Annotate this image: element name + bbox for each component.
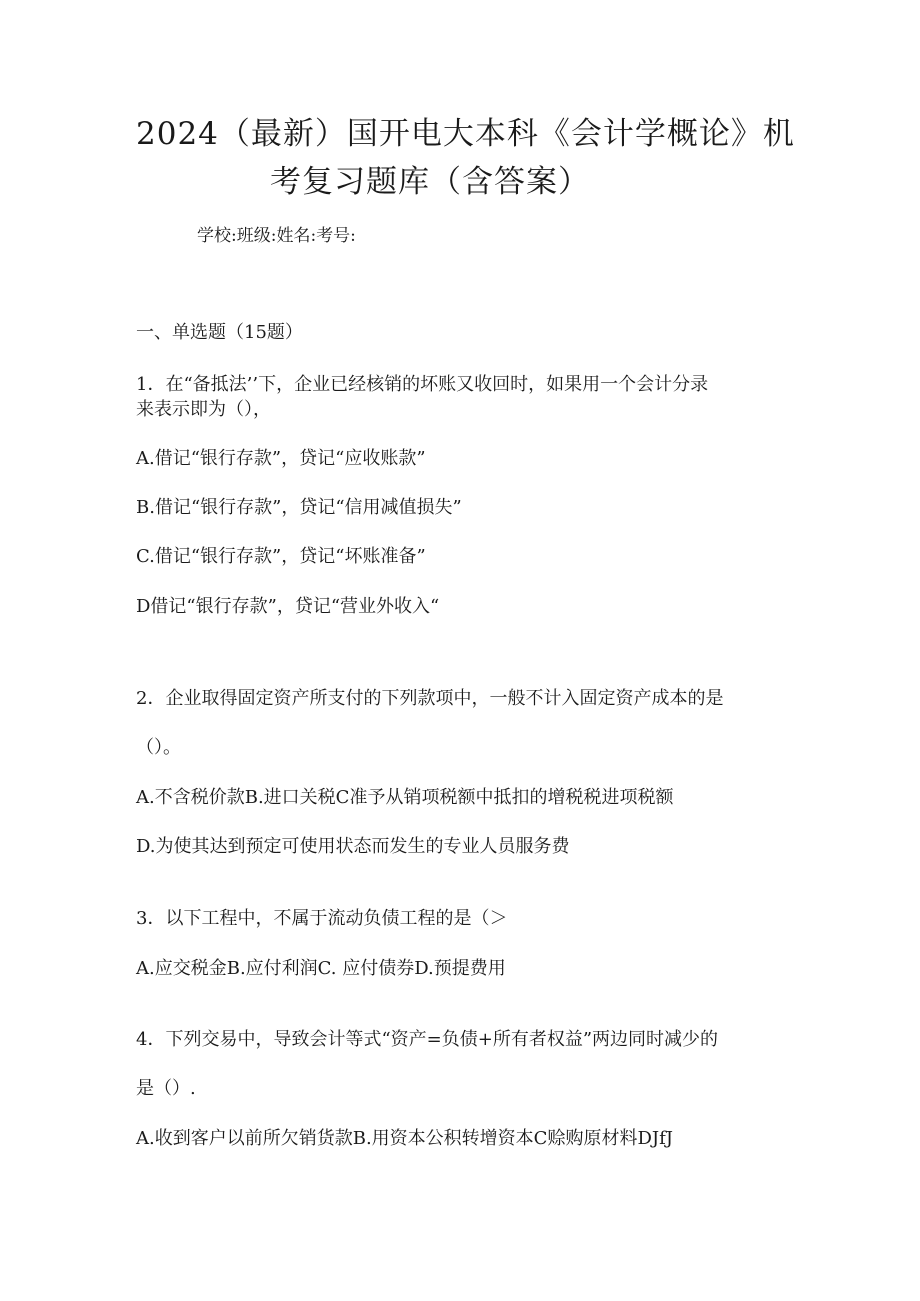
document-title-line-2: 考复习题库（含答案）: [270, 164, 590, 200]
student-info-line: 学校:班级:姓名:考号:: [197, 226, 356, 246]
question-2-stem-line-1: 2．企业取得固定资产所支付的下列款项中，一般不计入固定资产成本的是: [136, 688, 724, 709]
question-2-option-abc: A.不含税价款B.进口关税C准予从销项税额中抵扣的增税税进项税额: [136, 787, 674, 808]
question-4-options: A.收到客户以前所欠销货款B.用资本公积转增资本C赊购原材料DJfJ: [136, 1128, 673, 1149]
question-2-stem-line-2: （）。: [136, 737, 181, 758]
question-3-options: A.应交税金B.应付利润C. 应付债券D.预提费用: [136, 958, 506, 979]
question-1-option-c: C.借记“银行存款”，贷记“坏账准备”: [136, 546, 426, 567]
question-1-option-b: B.借记“银行存款”，贷记“信用减值损失”: [136, 497, 462, 518]
question-1-option-d: D借记“银行存款”，贷记“营业外收入“: [136, 596, 440, 617]
question-3-stem: 3．以下工程中，不属于流动负债工程的是（＞: [136, 908, 508, 929]
question-4-stem-line-1: 4．下列交易中，导致会计等式“资产=负债+所有者权益”两边同时减少的: [136, 1029, 719, 1050]
question-2-option-d: D.为使其达到预定可使用状态而发生的专业人员服务费: [136, 836, 570, 857]
section-heading: 一、单选题（15题）: [136, 322, 303, 343]
document-title-line-1: 2024（最新）国开电大本科《会计学概论》机: [136, 116, 795, 152]
question-4-stem-line-2: 是（）.: [136, 1078, 196, 1099]
question-1-stem-line-1: 1．在“备抵法’’下，企业已经核销的坏账又收回时，如果用一个会计分录: [136, 374, 709, 395]
question-1-option-a: A.借记“银行存款”，贷记“应收账款”: [136, 448, 426, 469]
question-1-stem-line-2: 来表示即为（），: [136, 399, 271, 420]
